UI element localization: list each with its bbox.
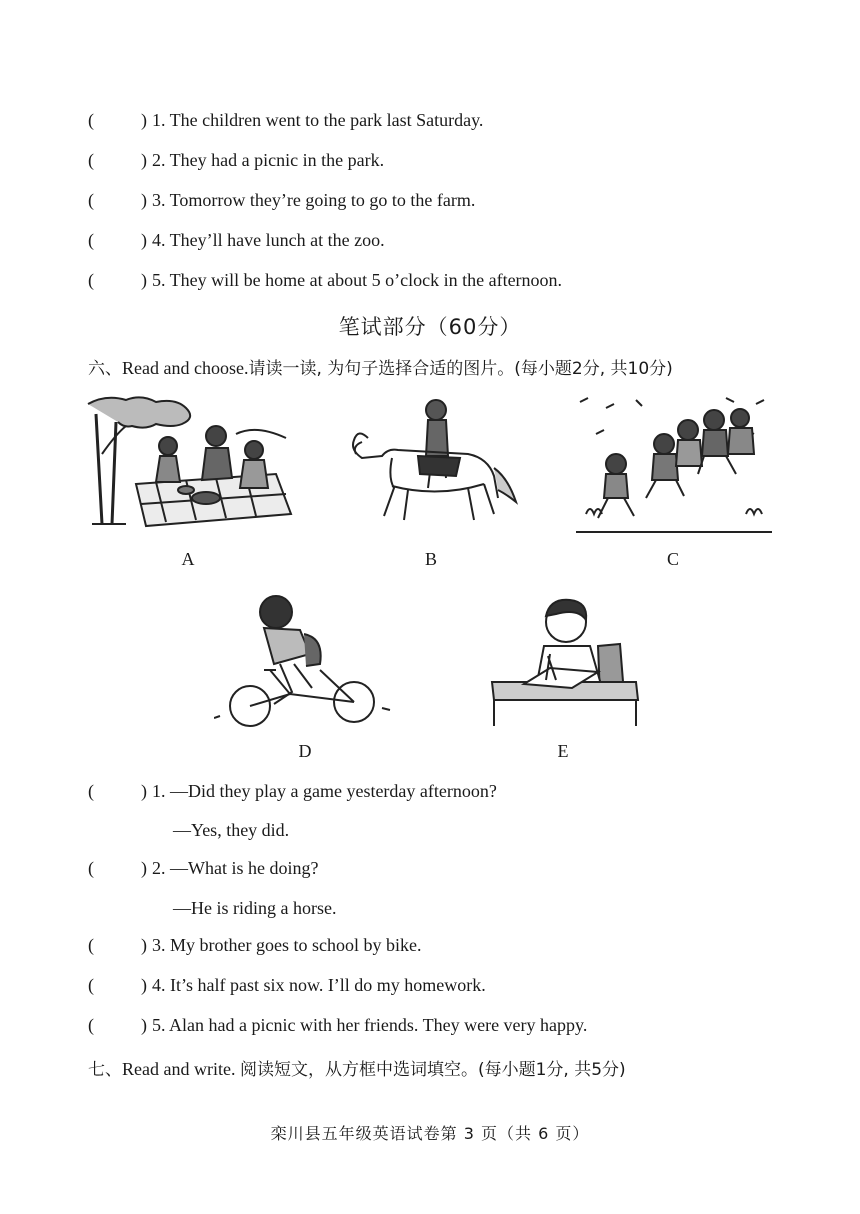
picture-letter-e: E <box>557 741 569 761</box>
question-text: 2. —What is he doing? <box>152 858 319 878</box>
answer-paren-close: ) <box>141 781 147 801</box>
boy-riding-bike-picture <box>214 594 394 730</box>
written-section-title: 笔试部分（60分） <box>338 315 522 339</box>
picnic-picture <box>86 394 298 534</box>
answer-paren-close: ) <box>141 1015 147 1035</box>
answer-paren-open: ( <box>88 781 94 801</box>
answer-paren-open: ( <box>88 190 94 210</box>
section-number: 七、 <box>88 1060 122 1080</box>
children-playing-game-picture <box>576 394 772 534</box>
answer-paren-open: ( <box>88 230 94 250</box>
boy-doing-homework-picture <box>490 596 642 728</box>
section-number: 六、 <box>88 359 122 379</box>
section-7-heading <box>88 1055 626 1080</box>
answer-paren-close: ) <box>141 150 147 170</box>
section-instruction-en: Read and choose. <box>122 358 249 378</box>
question-answer-text: —Yes, they did. <box>173 820 290 840</box>
question-text: 3. My brother goes to school by bike. <box>152 935 422 955</box>
answer-paren-open: ( <box>88 858 94 878</box>
answer-paren-open: ( <box>88 1015 94 1035</box>
question-text: 1. —Did they play a game yesterday afternoon? <box>152 781 497 801</box>
listening-item-text: 2. They had a picnic in the park. <box>152 150 385 170</box>
horse-riding-picture <box>348 398 520 528</box>
picture-letter-b: B <box>424 549 437 569</box>
answer-paren-close: ) <box>141 935 147 955</box>
answer-paren-close: ) <box>141 858 147 878</box>
answer-paren-open: ( <box>88 150 94 170</box>
listening-item-text: 1. The children went to the park last Saturday. <box>152 110 484 130</box>
listening-item-text: 3. Tomorrow they’re going to go to the farm. <box>152 190 476 210</box>
answer-paren-close: ) <box>141 110 147 130</box>
picture-letter-a: A <box>181 549 195 569</box>
question-text: 4. It’s half past six now. I’ll do my homework. <box>152 975 486 995</box>
listening-item-text: 4. They’ll have lunch at the zoo. <box>152 230 385 250</box>
answer-paren-open: ( <box>88 270 94 290</box>
section-instruction-cn: 阅读短文，从方框中选词填空。(每小题1分, 共5分) <box>239 1060 626 1080</box>
section-instruction-cn: 请读一读, 为句子选择合适的图片。(每小题2分, 共10分) <box>248 359 673 379</box>
answer-paren-open: ( <box>88 110 94 130</box>
picture-letter-c: C <box>666 549 679 569</box>
section-instruction-en: Read and write. <box>122 1059 240 1079</box>
answer-paren-close: ) <box>141 230 147 250</box>
question-answer-text: —He is riding a horse. <box>173 898 337 918</box>
answer-paren-close: ) <box>141 190 147 210</box>
page-footer: 栾川县五年级英语试卷第 3 页（共 6 页） <box>270 1124 590 1143</box>
section-6-heading <box>88 354 673 379</box>
answer-paren-open: ( <box>88 935 94 955</box>
question-text: 5. Alan had a picnic with her friends. They were very happy. <box>152 1015 588 1035</box>
listening-item-text: 5. They will be home at about 5 o’clock in the afternoon. <box>152 270 563 290</box>
answer-paren-open: ( <box>88 975 94 995</box>
answer-paren-close: ) <box>141 270 147 290</box>
answer-paren-close: ) <box>141 975 147 995</box>
picture-letter-d: D <box>298 741 312 761</box>
